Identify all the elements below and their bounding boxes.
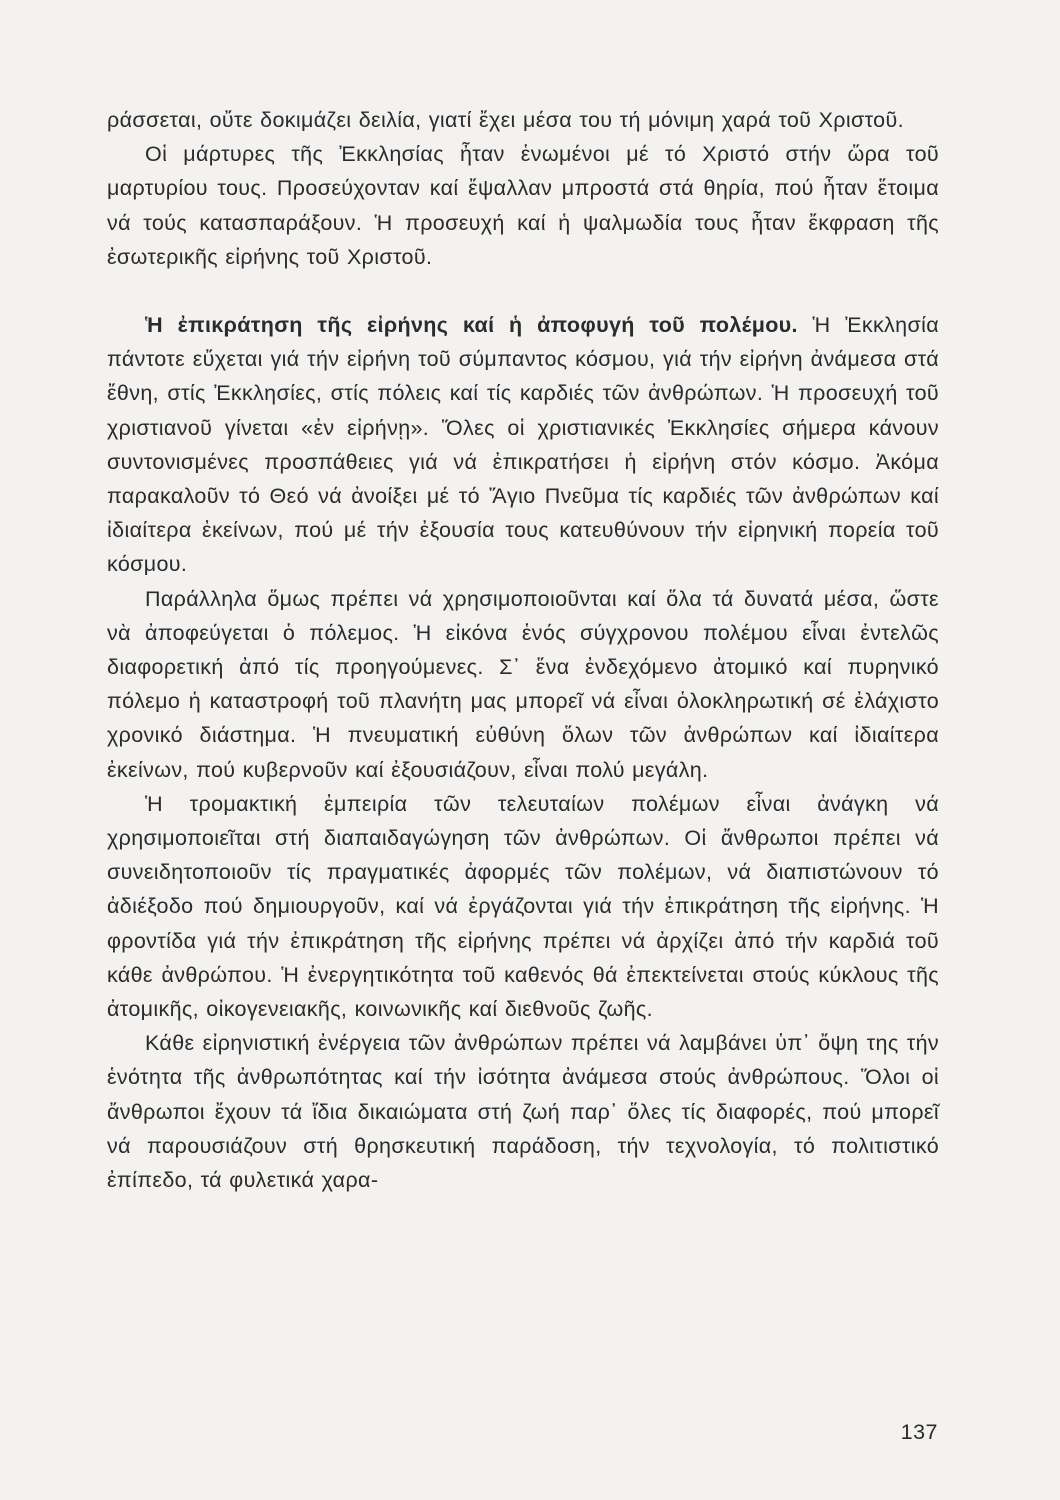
paragraph-text: Κάθε εἰρηνιστική ἐνέργεια τῶν ἀνθρώπων πρέπει νά λαμβάνει ὑπ᾽ ὄψη της τήν ἑνότητα τῆς ἀνθρωπότητας καί τήν ἰσότητα ἀνάμεσα στούς ἀνθρώπους. Ὅλοι οἱ ἄνθρωποι ἔχουν τά ἴδια δικαιώματα στή ζωή παρ᾽ ὅλες τίς διαφορές, πού μπορεῖ νά παρουσιάζουν στή θρησκευτική παράδοση, τήν τεχνολογία, τό πολιτιστικό ἐπίπεδο, τά φυλετικά χαρα- [107,1031,939,1193]
paragraph-experience [107,787,939,1026]
paragraph-martyrs [107,137,939,274]
paragraph-peace-heading [107,308,939,582]
paragraph-text: Ἡ τρομακτική ἐμπειρία τῶν τελευταίων πολέμων εἶναι ἀνάγκη νά χρησιμοποιεῖται στή διαπαιδαγώγηση τῶν ἀνθρώπων. Οἱ ἄνθρωποι πρέπει νά συνειδητοποιοῦν τίς πραγματικές ἀφορμές τῶν πολέμων, νά διαπιστώνουν τό ἀδιέξοδο πού δημιουργοῦν, καί νά ἐργάζονται γιά τήν ἐπικράτηση τῆς εἰρήνης. Ἡ φροντίδα γιά τήν ἐπικράτηση τῆς εἰρήνης πρέπει νά ἀρχίζει ἀπό τήν καρδιά τοῦ κάθε ἀνθρώπου. Ἡ ἐνεργητικότητα τοῦ καθενός θά ἐπεκτείνεται στούς κύκλους τῆς ἀτομικῆς, οἰκογενειακῆς, κοινωνικῆς καί διεθνοῦς ζωῆς. [107,791,939,1022]
paragraph-unity [107,1026,939,1197]
paragraph-war-avoidance [107,582,939,787]
paragraph-text: Ἡ Ἐκκλησία πάντοτε εὔχεται γιά τήν εἰρήνη τοῦ σύμπαντος κόσμου, γιά τήν εἰρήνη ἀνάμεσα στά ἔθνη, στίς Ἐκκλησίες, στίς πόλεις καί τίς καρδιές τῶν ἀνθρώπων. Ἡ προσευχή τοῦ χριστιανοῦ γίνεται «ἐν εἰρήνῃ». Ὅλες οἱ χριστιανικές Ἐκκλησίες σήμερα κάνουν συντονισμένες προσπάθειες γιά νά ἐπικρατήσει ἡ εἰρήνη στόν κόσμο. Ἀκόμα παρακαλοῦν τό Θεό νά ἀνοίξει μέ τό Ἅγιο Πνεῦμα τίς καρδιές τῶν ἀνθρώπων καί ἰδιαίτερα ἐκείνων, πού μέ τήν ἐξουσία τους κατευθύνουν τήν εἰρηνική πορεία τοῦ κόσμου. [107,313,939,577]
paragraph-text: Παράλληλα ὅμως πρέπει νά χρησιμοποιοῦνται καί ὅλα τά δυνατά μέσα, ὥστε νὰ ἀποφεύγεται ὁ πόλεμος. Ἡ εἰκόνα ἑνός σύγχρονου πολέμου εἶναι ἐντελῶς διαφορετική ἀπό τίς προηγούμενες. Σ᾽ ἕνα ἐνδεχόμενο ἀτομικό καί πυρηνικό πόλεμο ἡ καταστροφή τοῦ πλανήτη μας μπορεῖ νά εἶναι ὁλοκληρωτική σέ ἐλάχιστο χρονικό διάστημα. Ἡ πνευματική εὐθύνη ὅλων τῶν ἀνθρώπων καί ἰδιαίτερα ἐκείνων, πού κυβερνοῦν καί ἐξουσιάζουν, εἶναι πολύ μεγάλη. [107,586,939,782]
section-heading: Ἡ ἐπικράτηση τῆς εἰρήνης καί ἡ ἀποφυγή τοῦ πολέμου. [145,313,798,338]
paragraph-text: ράσσεται, οὔτε δοκιμάζει δειλία, γιατί ἔχει μέσα του τή μόνιμη χαρά τοῦ Χριστοῦ. [107,108,904,132]
paragraph-continuation [107,103,939,137]
body-text [107,103,939,1197]
paragraph-text: Οἱ μάρτυρες τῆς Ἐκκλησίας ἦταν ἑνωμένοι μέ τό Χριστό στήν ὥρα τοῦ μαρτυρίου τους. Προσεύχονταν καί ἔψαλλαν μπροστά στά θηρία, πού ἦταν ἕτοιμα νά τούς κατασπαράξουν. Ἡ προσευχή καί ἡ ψαλμωδία τους ἦταν ἔκφραση τῆς ἐσωτερικῆς εἰρήνης τοῦ Χριστοῦ. [107,142,939,269]
page-number: 137 [900,1420,938,1444]
